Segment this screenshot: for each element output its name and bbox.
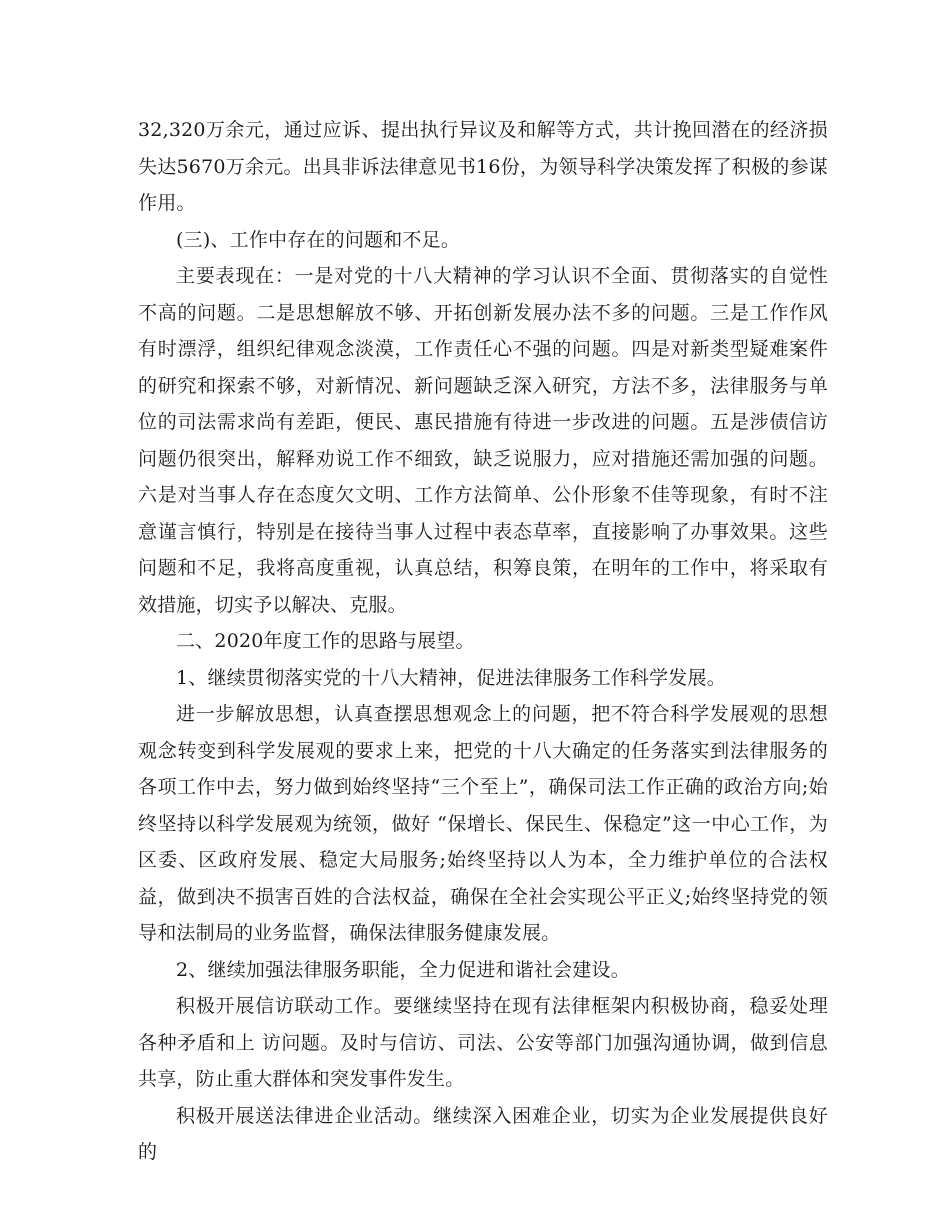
paragraph-6: 进一步解放思想，认真查摆思想观念上的问题，把不符合科学发展观的思想观念转变到科学发展观的要求上来，把党的十八大确定的任务落实到法律服务的各项工作中去，努力做到始终坚持“三个至上”，确保司法工作正确的政治方向;始终坚持以科学发展观为统领，做好 “保增长、保民生、保稳定”这一中心工作，为区委、区政府发展、稳定大局服务;始终坚持以人为本，全力维护单位的合法权益，做到决不损害百姓的合法权益，确保在全社会实现公平正义;始终坚持党的领导和法制局的业务监督，确保法律服务健康发展。 — [138, 703, 828, 944]
document-body — [138, 112, 828, 1171]
paragraph-5: 1、继续贯彻落实党的十八大精神，促进法律服务工作科学发展。 — [176, 666, 726, 689]
paragraph-2: (三)、工作中存在的问题和不足。 — [176, 228, 461, 251]
paragraph-3: 主要表现在：一是对党的十八大精神的学习认识不全面、贯彻落实的自觉性不高的问题。二是思想解放不够、开拓创新发展办法不多的问题。三是工作作风有时漂浮，组织纪律观念淡漠，工作责任心不强的问题。四是对新类型疑难案件的研究和探索不够，对新情况、新问题缺乏深入研究，方法不多，法律服务与单位的司法需求尚有差距，便民、惠民措施有待进一步改进的问题。五是涉债信访问题仍很突出，解释劝说工作不细致，缺乏说服力，应对措施还需加强的问题。六是对当事人存在态度欠文明、工作方法简单、公仆形象不佳等现象，有时不注意谨言慎行，特别是在接待当事人过程中表态草率，直接影响了办事效果。这些问题和不足，我将高度重视，认真总结，积筹良策，在明年的工作中，将采取有效措施，切实予以解决、克服。 — [138, 265, 828, 616]
paragraph-1: 32,320万余元，通过应诉、提出执行异议及和解等方式，共计挽回潜在的经济损失达5670万余元。出具非诉法律意见书16份，为领导科学决策发挥了积极的参谋作用。 — [138, 119, 828, 214]
paragraph-4: 二、2020年度工作的思路与展望。 — [176, 630, 475, 652]
paragraph-8: 积极开展信访联动工作。要继续坚持在现有法律框架内积极协商，稳妥处理各种矛盾和上 访问题。及时与信访、司法、公安等部门加强沟通协调，做到信息共享，防止重大群体和突发事件发生。 — [138, 995, 828, 1090]
paragraph-9: 积极开展送法律进企业活动。继续深入困难企业，切实为企业发展提供良好的 — [138, 1104, 828, 1163]
paragraph-7: 2、继续加强法律服务职能，全力促进和谐社会建设。 — [176, 958, 630, 981]
